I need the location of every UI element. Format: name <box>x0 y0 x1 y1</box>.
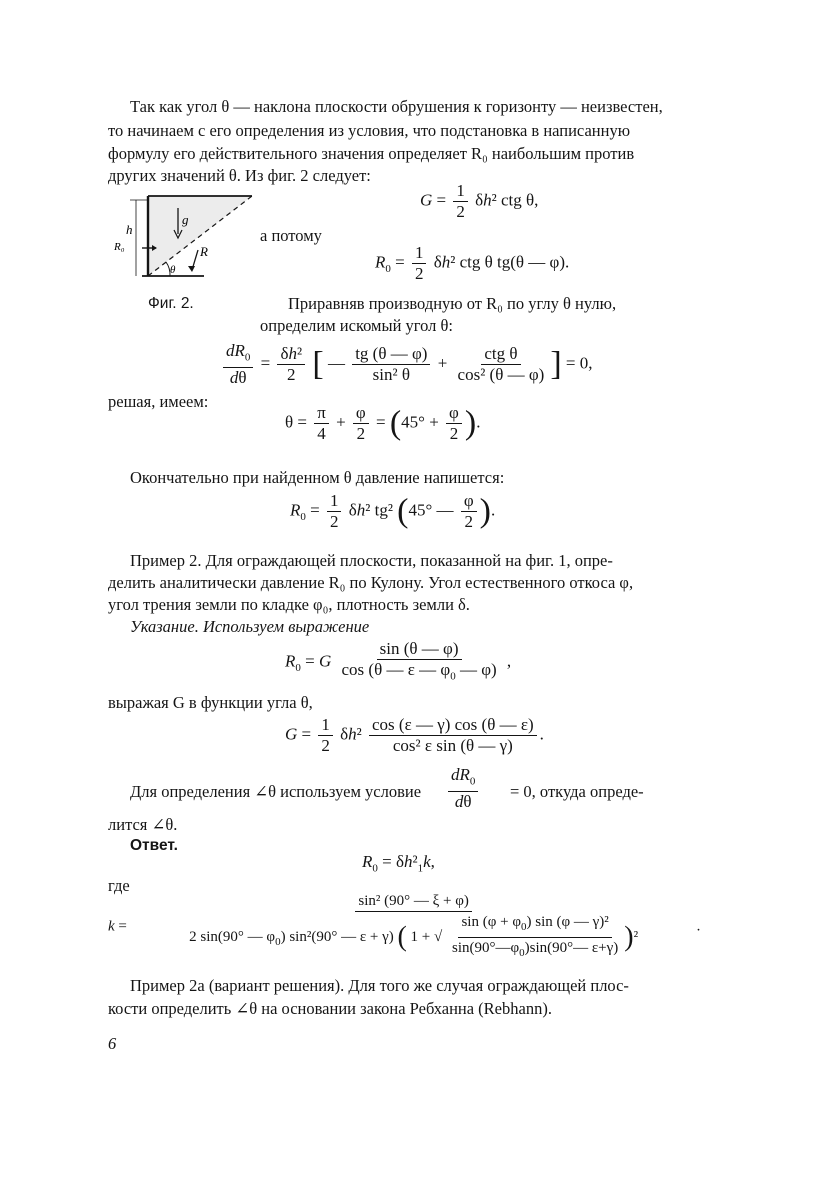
equation-r0: $R_0$ = $\frac{1}{2}$ δh² ctg θ tg(θ — φ). <box>375 243 570 283</box>
text-solving: решая, имеем: <box>108 392 209 411</box>
equation-g2: G = $\frac{1}{2}$ δh² $\frac{\cos (\varepsilon — \gamma) \cos (\theta — \varepsilon)}{\text{cos² ε sin (θ — γ)}}$ . <box>285 715 544 755</box>
paragraph-line: Для определения ∠θ используем условие <box>130 782 422 801</box>
page-number: 6 <box>108 1034 117 1053</box>
paragraph-line: формулу его действительного значения определяет R₀ наибольшим против <box>108 144 635 163</box>
equation-r0-coulomb: $R_0 = G$ $\frac{\sin (\theta — \varphi)}{\cos (\theta — \varepsilon — \varphi_0 — \varphi)}$ , <box>285 639 512 683</box>
paragraph-line: определим искомый угол θ: <box>260 316 454 335</box>
equation-derivative: $\frac{dR_0}{d\theta}$ = $\frac{\text{δh²}}{2}$ [ — $\frac{tg (\theta — \varphi)}{\text{sin² θ}}$ + $\frac{\text{ctg θ}}{\text{cos² (θ — φ)}}$ ] = 0, <box>220 342 593 387</box>
paragraph-line: кости определить ∠θ на основании закона Ребханна (Rebhann). <box>108 999 552 1018</box>
text-a-potomu: а потому <box>260 226 322 245</box>
paragraph-line-example-2: Пример 2. Для ограждающей плоскости, показанной на фиг. 1, опре- <box>130 551 613 570</box>
label-r: R <box>200 244 208 259</box>
paragraph-line-example-2a: Пример 2а (вариант решения). Для того же случая ограждающей плос- <box>130 976 629 995</box>
equation-r0-final: $R_0$ = $\frac{1}{2}$ δh² tg² (45° — $\frac{\varphi}{2}$ ). <box>290 491 496 531</box>
label-r0: R₀ <box>114 241 125 253</box>
paragraph-line: Приравняв производную от R₀ по углу θ нулю, <box>288 294 617 313</box>
paragraph-line: то начинаем с его определения из условия, что подстановка в написанную <box>108 121 631 140</box>
figure-2-diagram <box>108 190 258 282</box>
equation-g: G = $\frac{1}{2}$ δh² ctg θ, <box>420 181 539 221</box>
equation-r0-answer: $R_0 = \delta h^2_1k$, <box>362 852 435 875</box>
paragraph-line: Так как угол θ — наклона плоскости обрушения к горизонту — неизвестен, <box>130 97 663 116</box>
answer-label: Ответ. <box>130 837 178 854</box>
figure-caption: Фиг. 2. <box>148 295 194 312</box>
paragraph-line: других значений θ. Из фиг. 2 следует: <box>108 166 371 185</box>
label-g: g <box>182 212 189 227</box>
hint-line: Указание. Используем выражение <box>130 617 370 636</box>
label-theta: θ <box>170 264 176 276</box>
paragraph-line: лится ∠θ. <box>108 815 178 834</box>
label-h: h <box>126 222 133 237</box>
paragraph-line: делить аналитически давление R₀ по Кулону. Угол естественного откоса φ, <box>108 573 634 592</box>
equation-k: k = sin² (90° — ξ + φ) 2 sin(90° — $\varphi_0$) sin²(90° — ε + γ) ( 1 + √ $\frac{\sin (\varphi + \varphi_0) \sin (\varphi — \gamma)^2}{\sin(90^\circ—\varphi_0)\sin(90^\circ— \varepsilon+\gamma)}$ )² . <box>108 893 701 959</box>
paragraph-line: = 0, откуда опреде- <box>510 782 644 801</box>
paragraph-line: выражая G в функции угла θ, <box>108 693 313 712</box>
paragraph-line: Окончательно при найденном θ давление напишется: <box>130 468 505 487</box>
text-where: где <box>108 876 130 895</box>
equation-theta: θ = $\frac{\pi}{4}$ + $\frac{\varphi}{2}$ = (45° + $\frac{\varphi}{2}$ ). <box>285 403 481 443</box>
equation-condition: $\frac{dR_0}{d\theta}$ <box>445 766 481 811</box>
paragraph-line: угол трения земли по кладке φ₀, плотность земли δ. <box>108 595 470 614</box>
